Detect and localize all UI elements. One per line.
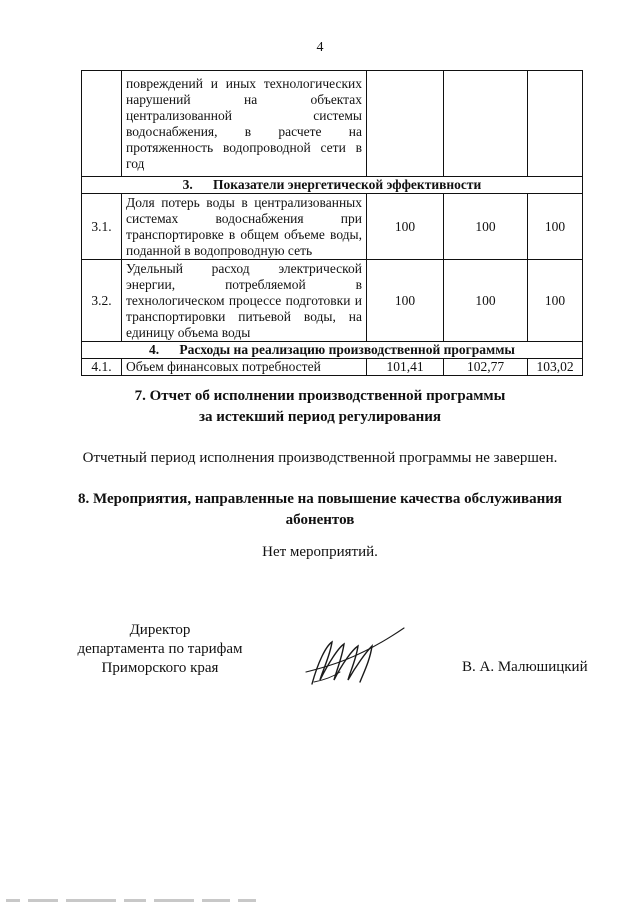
- value-cell: [367, 71, 444, 177]
- section7-text: Отчетный период исполнения производственной программы не завершен.: [82, 450, 558, 466]
- section7-heading-line2: за истекший период регулирования: [198, 409, 442, 425]
- value-cell: [444, 71, 528, 177]
- value-cell: [528, 71, 583, 177]
- value-cell: 103,02: [528, 359, 583, 376]
- section-title: Показатели энергетической эффективности: [213, 177, 482, 192]
- section8-heading-line1: 8. Мероприятия, направленные на повышение качества обслуживания: [77, 491, 562, 507]
- signatory-title-line1: Директор: [129, 622, 191, 638]
- row-number: 3.1.: [82, 194, 122, 260]
- row-description: Объем финансовых потребностей: [122, 359, 367, 376]
- value-cell: 102,77: [444, 359, 528, 376]
- signatory-title-line2: департамента по тарифам: [77, 641, 243, 657]
- page-number: 4: [316, 40, 324, 55]
- section-header-3: [82, 177, 583, 194]
- section-number: 3.: [182, 177, 193, 192]
- section-row: [82, 342, 583, 359]
- handwritten-signature: [300, 622, 410, 690]
- row-description: Удельный расход электрической энергии, потребляемой в технологическом процессе подготовки и транспортировки питьевой воды, на единицу объема воды: [122, 260, 367, 342]
- section7-heading: [0, 386, 640, 428]
- value-cell: 100: [444, 260, 528, 342]
- value-cell: 100: [367, 194, 444, 260]
- signatory-title-line3: Приморского края: [101, 660, 219, 676]
- row-number: 3.2.: [82, 260, 122, 342]
- section-header-4: [82, 342, 583, 359]
- section7-heading-line1: 7. Отчет об исполнении производственной программы: [134, 388, 506, 404]
- row-description: Доля потерь воды в централизованных системах водоснабжения при транспортировке в общем объеме воды, поданной в водопроводную сеть: [122, 194, 367, 260]
- row-number-cell: [82, 71, 122, 177]
- value-cell: 100: [528, 194, 583, 260]
- section8-text: Нет мероприятий.: [262, 544, 378, 560]
- table-row: [82, 71, 583, 177]
- row-description: повреждений и иных технологических нарушений на объектах централизованной системы водоснабжения, в расчете на протяженность водопроводной сети в год: [122, 71, 367, 177]
- value-cell: 100: [528, 260, 583, 342]
- section8-heading: [0, 489, 640, 531]
- scan-footer-artifact: [0, 896, 640, 905]
- value-cell: 101,41: [367, 359, 444, 376]
- indicators-table: [81, 70, 583, 376]
- signatory-name: В. А. Малюшицкий: [462, 659, 588, 675]
- section-row: [82, 177, 583, 194]
- signatory-title: [60, 621, 260, 678]
- value-cell: 100: [367, 260, 444, 342]
- section-number: 4.: [149, 342, 160, 357]
- section8-heading-line2: абонентов: [285, 512, 355, 528]
- section-title: Расходы на реализацию производственной программы: [179, 342, 515, 357]
- table-row: [82, 260, 583, 342]
- row-number: 4.1.: [82, 359, 122, 376]
- value-cell: 100: [444, 194, 528, 260]
- table-row: [82, 194, 583, 260]
- table-row: [82, 359, 583, 376]
